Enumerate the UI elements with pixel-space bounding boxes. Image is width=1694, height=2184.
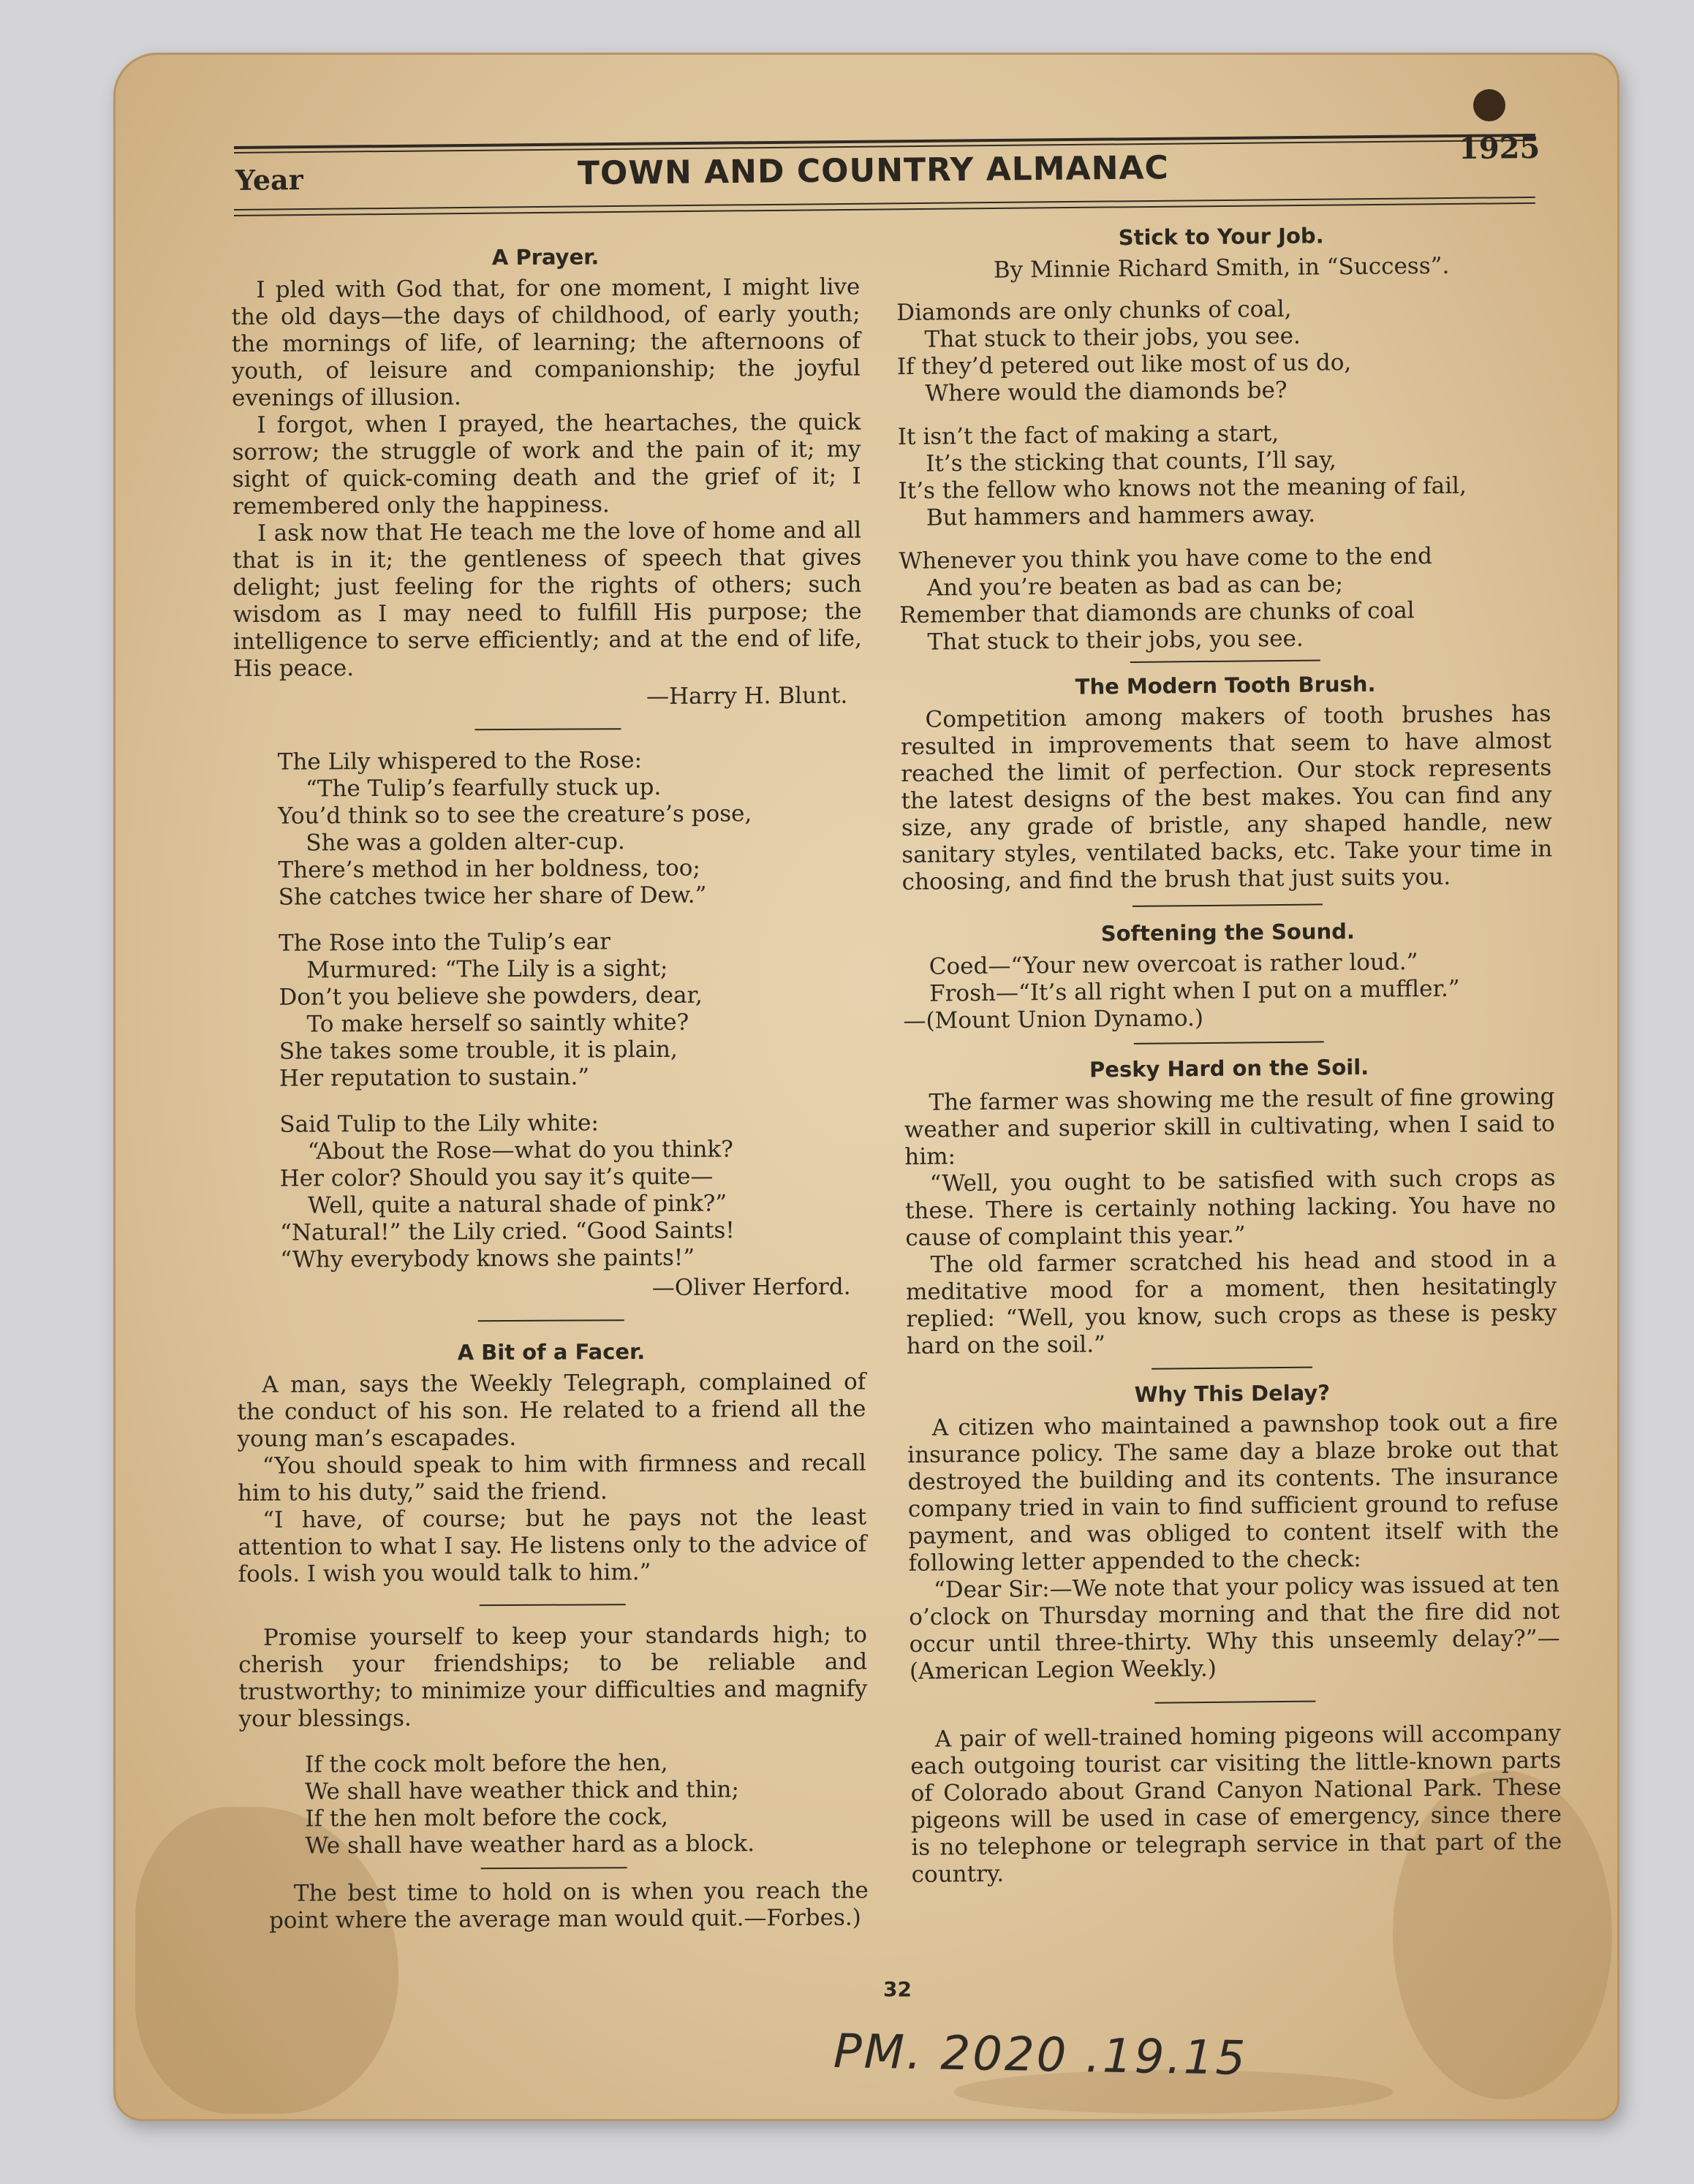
prayer-paragraph: I forgot, when I prayed, the heartaches, the quick sorrow; the struggle of work and the pain of it; my sight of quick-coming death and the grief of it; I remembered only the happiness. — [232, 409, 861, 520]
stick-stanza — [899, 542, 1550, 656]
poem-line: To make herself so saintly white? — [306, 1009, 689, 1038]
softening-line: Coed—“Your new overcoat is rather loud.” — [929, 949, 1418, 980]
facer-paragraph: “You should speak to him with firmness and recall him to his duty,” said the friend. — [237, 1449, 866, 1506]
section-divider — [1133, 903, 1323, 906]
poem-line: “About the Rose—what do you think? — [307, 1136, 733, 1165]
poem-line: Whenever you think you have come to the end — [899, 542, 1433, 575]
delay-paragraph: A citizen who maintained a pawnshop took out a fire insurance policy. The same day a blaze broke out that destroyed the building and its contents. The insurance company tried in vain to find sufficient ground to refuse payment, and was obliged to content itself with the following letter appended to the check: — [907, 1408, 1559, 1577]
cock-rhyme — [305, 1748, 869, 1859]
right-column — [896, 216, 1562, 1888]
poem-line: Well, quite a natural shade of pink?” — [307, 1190, 727, 1219]
section-divider — [1130, 659, 1320, 662]
section-divider — [480, 1604, 626, 1606]
facer-paragraph: “I have, of course; but he pays not the least attention to what I say. He listens only to the advice of fools. I wish you would talk to him.” — [238, 1504, 867, 1588]
poem-line: But hammers and hammers away. — [926, 501, 1316, 531]
section-divider — [481, 1867, 627, 1869]
poem-line: She was a golden alter-cup. — [306, 828, 625, 857]
poem-line: Where would the diamonds be? — [925, 376, 1287, 407]
poem-line: You’d think so to see the creature’s pose, — [278, 800, 752, 830]
poem-line: And you’re beaten as bad as can be; — [926, 571, 1344, 602]
stick-stanza — [896, 293, 1548, 408]
poem-line: She catches twice her share of Dew.” — [278, 881, 707, 911]
header-year-number: 1925 — [1458, 130, 1540, 166]
tooth-title: The Modern Tooth Brush. — [1075, 671, 1376, 699]
rhyme-line: We shall have weather hard as a block. — [305, 1830, 755, 1859]
section-divider — [1134, 1041, 1324, 1044]
prayer-author: —Harry H. Blunt. — [646, 682, 848, 710]
section-divider — [1152, 1367, 1312, 1370]
delay-paragraph: “Dear Sir:—We note that your policy was issued at ten o’clock on Thursday morning and that the fire did not occur until three-thirty. Why this unseemly delay?”—(American Legion Weekly.) — [909, 1571, 1560, 1685]
poem-line: It’s the sticking that counts, I’ll say, — [926, 447, 1336, 477]
left-column — [231, 238, 869, 1934]
poem-line: “Natural!” the Lily cried. “Good Saints! — [280, 1217, 735, 1246]
poem-line: Murmured: “The Lily is a sight; — [306, 955, 668, 984]
prayer-paragraph: I pled with God that, for one moment, I might live the old days—the days of childhood, of early youth; the mornings of life, of learning; the afternoons of youth, of leisure and companionship; the joyful evenings of illusion. — [231, 273, 861, 412]
delay-title: Why This Delay? — [1134, 1380, 1331, 1407]
section-divider — [1154, 1701, 1315, 1704]
pesky-paragraph: “Well, you ought to be satisfied with such crops as these. There is certainly nothing lacking. You have no cause of complaint this year.” — [904, 1164, 1557, 1251]
prayer-title: A Prayer. — [491, 244, 600, 270]
poem-line: Diamonds are only chunks of coal, — [896, 295, 1292, 326]
handwritten-accession-number: PM. 2020 .19.15 — [833, 2025, 1248, 2086]
softening-title: Softening the Sound. — [1100, 919, 1355, 947]
rhyme-line: We shall have weather thick and thin; — [305, 1776, 739, 1805]
lily-poem-author: —Oliver Herford. — [651, 1273, 851, 1302]
tooth-paragraph: Competition among makers of tooth brushes has resulted in improvements that seem to have almost reached the limit of perfection. Our stock represents the latest designs of the best makes. You can find any size, any grade of bristle, any shaped handle, new sanitary styles, ventilated backs, etc. Take your time in choosing, and find the brush that just suits you. — [900, 700, 1553, 895]
poem-line: There’s method in her boldness, too; — [278, 854, 700, 884]
poem-line: It’s the fellow who knows not the meaning of fail, — [898, 472, 1467, 504]
stick-stanza — [898, 417, 1549, 532]
pigeons-paragraph: A pair of well-trained homing pigeons will accompany each outgoing tourist car visiting the little-known parts of Colorado about Grand Canyon National Park. These pigeons will be used in case of emergency, since there is no telephone or telegraph service in that part of the country. — [910, 1720, 1562, 1888]
facer-paragraph: A man, says the Weekly Telegraph, complained of the conduct of his son. He related to a friend all the young man’s escapades. — [237, 1368, 866, 1452]
poem-line: She takes some trouble, it is plain, — [279, 1036, 678, 1065]
poem-line: It isn’t the fact of making a start, — [897, 420, 1279, 450]
lily-poem-stanza — [279, 1108, 865, 1273]
softening-line: Frosh—“It’s all right when I put on a muffler.” — [929, 975, 1460, 1007]
poem-line: The Rose into the Tulip’s ear — [278, 928, 611, 957]
poem-line: The Lily whispered to the Rose: — [277, 747, 643, 776]
poem-line: Remember that diamonds are chunks of coal — [899, 597, 1415, 629]
header-title: TOWN AND COUNTRY ALMANAC — [577, 149, 1170, 192]
section-divider — [478, 1319, 624, 1322]
poem-line: Said Tulip to the Lily white: — [279, 1110, 599, 1138]
poem-line: Her color? Should you say it’s quite— — [279, 1163, 714, 1192]
punch-hole — [1473, 89, 1505, 121]
stick-title: Stick to Your Job. — [1118, 223, 1324, 251]
pesky-title: Pesky Hard on the Soil. — [1089, 1054, 1369, 1082]
poem-line: “Why everybody knows she paints!” — [280, 1244, 695, 1273]
page-number: 32 — [883, 1977, 912, 2001]
rhyme-line: If the cock molt before the hen, — [304, 1749, 668, 1778]
prayer-paragraph: I ask now that He teach me the love of home and all that is in it; the gentleness of speech that gives delight; just feeling for the rights of others; such wisdom as I may need to fulfill His purpose; the intelligence to serve efficiently; and at the end of life, His peace. — [232, 517, 862, 682]
section-divider — [474, 728, 621, 730]
pesky-paragraph: The old farmer scratched his head and stood in a meditative mood for a moment, then hesitatingly replied: “Well, you know, such crops as these is pesky hard on the soil.” — [905, 1245, 1557, 1360]
poem-line: “The Tulip’s fearfully stuck up. — [305, 773, 662, 803]
facer-title: A Bit of a Facer. — [457, 1339, 646, 1365]
poem-line: Her reputation to sustain.” — [279, 1063, 590, 1092]
softening-source: —(Mount Union Dynamo.) — [903, 1005, 1204, 1034]
poem-line: Don’t you believe she powders, dear, — [279, 982, 703, 1011]
stick-byline: By Minnie Richard Smith, in “Success”. — [993, 252, 1450, 284]
hold-on-paragraph: The best time to hold on is when you reach the point where the average man would quit.—Forbes.) — [268, 1877, 869, 1934]
header-year-label: Year — [235, 163, 303, 197]
pesky-paragraph: The farmer was showing me the result of fine growing weather and superior skill in cultivating, when I said to him: — [904, 1083, 1556, 1170]
promise-paragraph: Promise yourself to keep your standards high; to cherish your friendships; to be reliable and trustworthy; to minimize your difficulties and magnify your blessings. — [238, 1621, 868, 1732]
rhyme-line: If the hen molt before the cock, — [305, 1803, 668, 1832]
poem-line: If they’d petered out like most of us do, — [896, 349, 1352, 380]
poem-line: That stuck to their jobs, you see. — [927, 625, 1304, 656]
poem-line: That stuck to their jobs, you see. — [924, 322, 1301, 353]
lily-poem-stanza — [279, 927, 864, 1092]
lily-poem-stanza — [278, 746, 863, 911]
